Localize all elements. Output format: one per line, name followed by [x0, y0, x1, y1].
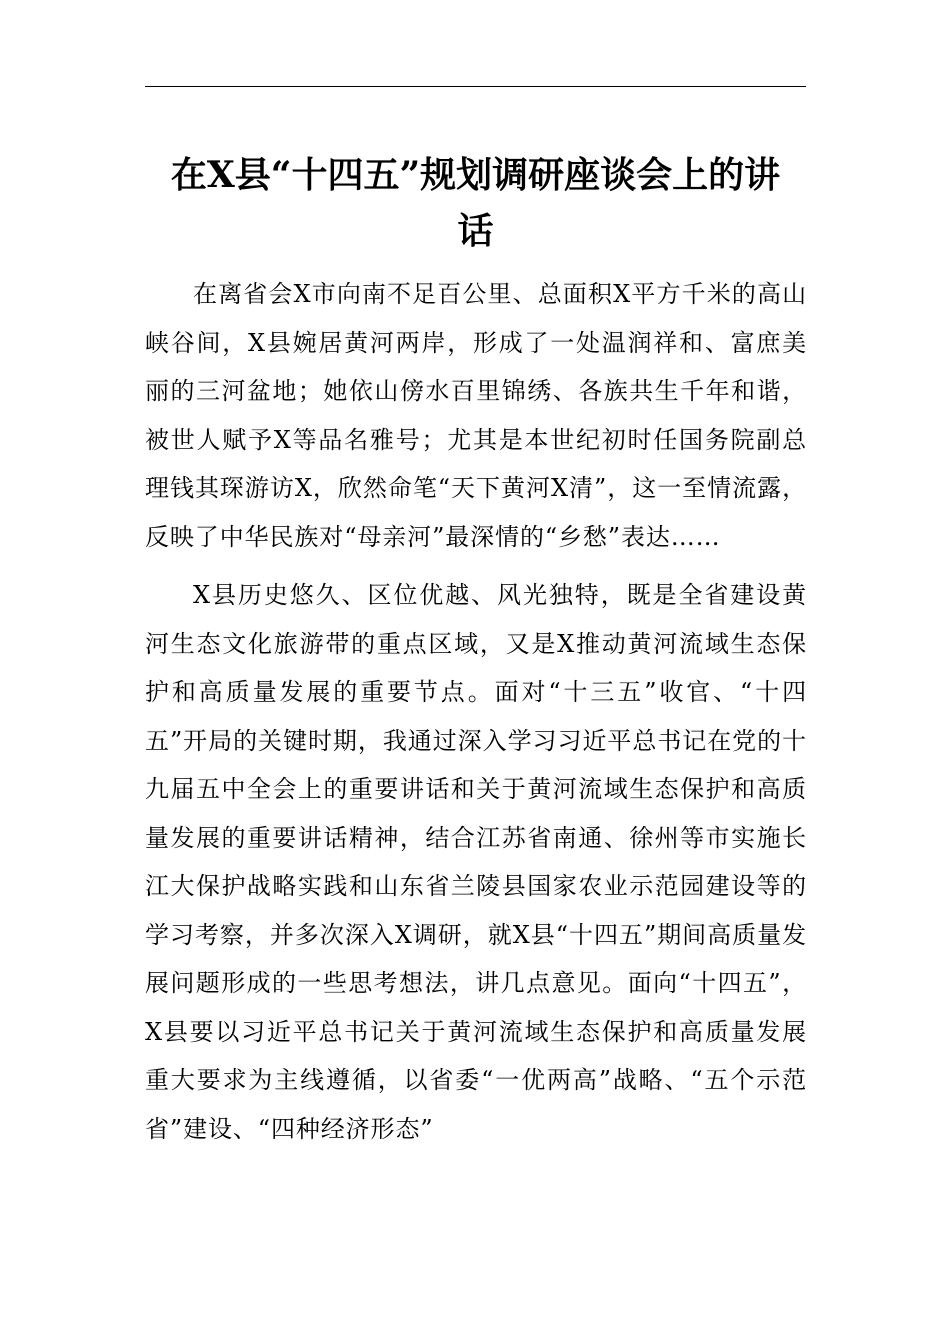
document-title: [145, 147, 806, 259]
header-rule: [145, 86, 806, 87]
paragraph-1: 在离省会X市向南不足百公里、总面积X平方千米的高山峡谷间，X县婉居黄河两岸，形成了一处温润祥和、富庶美丽的三河盆地；她依山傍水百里锦绣、各族共生千年和谐，被世人赋予X等品名雅号；尤其是本世纪初时任国务院副总理钱其琛游访X，欣然命笔“天下黄河X清”，这一至情流露，反映了中华民族对“母亲河”最深情的“乡愁”表达……: [145, 280, 807, 551]
document-body: [145, 270, 807, 1163]
paragraph-2: X县历史悠久、区位优越、风光独特，既是全省建设黄河生态文化旅游带的重点区域，又是X推动黄河流域生态保护和高质量发展的重要节点。面对“十三五”收官、“十四五”开局的关键时期，我通过深入学习习近平总书记在党的十九届五中全会上的重要讲话和关于黄河流域生态保护和高质量发展的重要讲话精神，结合江苏省南通、徐州等市实施长江大保护战略实践和山东省兰陵县国家农业示范园建设等的学习考察，并多次深入X调研，就X县“十四五”期间高质量发展问题形成的一些思考想法，讲几点意见。面向“十四五”，X县要以习近平总书记关于黄河流域生态保护和高质量发展重大要求为主线遵循，以省委“一优两高”战略、“五个示范省”建设、“四种经济形态”: [145, 581, 807, 1143]
title-line-1: 在X县“十四五”规划调研座谈会上的讲: [170, 154, 781, 196]
title-line-2: 话: [457, 210, 494, 252]
